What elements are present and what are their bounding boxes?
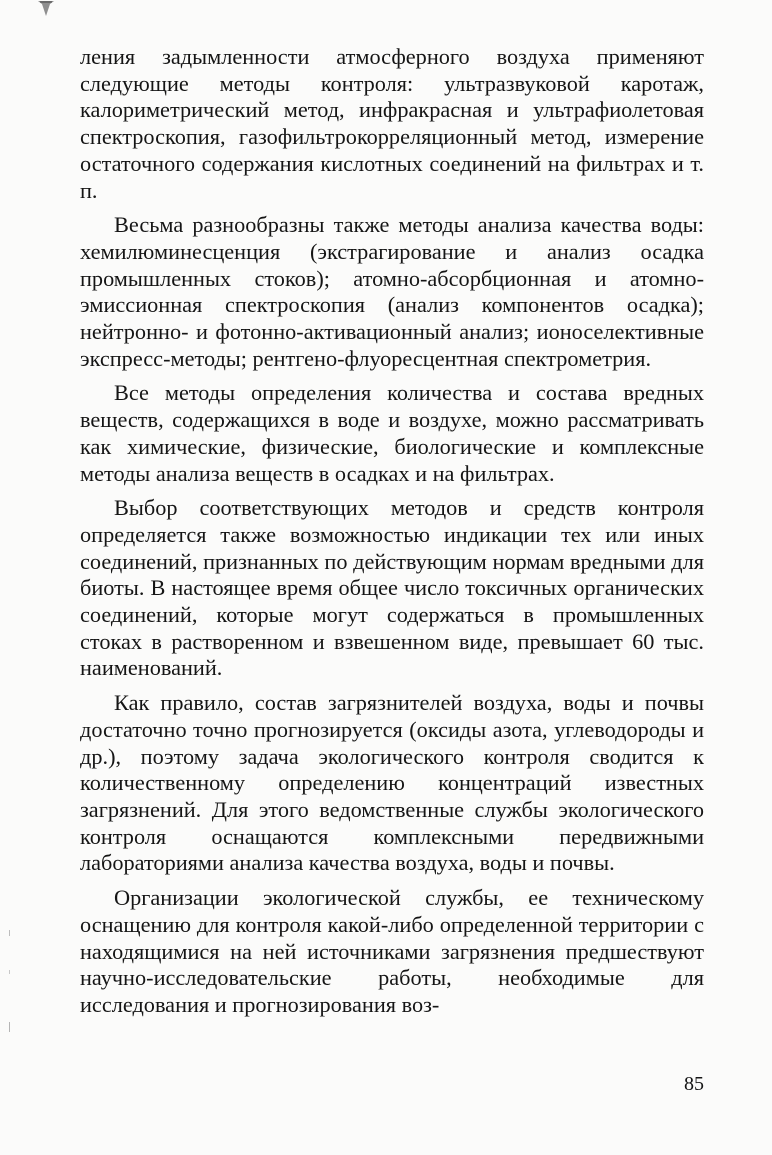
paragraph-3: Все методы определения количества и состава вредных веществ, содержащихся в воде и воздухе, можно рассматривать как химические, физические, биологические и комплексные методы анализа веществ в осадках и на фильтрах. [80,380,704,486]
scan-noise-icon [8,930,12,1050]
paragraph-5: Как правило, состав загрязнителей воздуха, воды и почвы достаточно точно прогнозируется (оксиды азота, углеводороды и др.), поэтому задача экологического контроля сводится к количественному определению концентраций известных загрязнений. Для этого ведомственные службы экологического контроля оснащаются комплексными передвижными лабораториями анализа качества воздуха, воды и почвы. [80,690,704,876]
paragraph-6: Организации экологической службы, ее техническому оснащению для контроля какой-либо определенной территории с находящимися на ней источниками загрязнения предшествуют научно-исследовательские работы, необходимые для исследования и прогнозирования воз- [80,885,704,1017]
body-text [80,44,704,1027]
paragraph-4: Выбор соответствующих методов и средств контроля определяется также возможностью индикации тех или иных соединений, признанных по действующим нормам вредными для биоты. В настоящее время общее число токсичных органических соединений, которые могут содержаться в промышленных стоках в растворенном и взвешенном виде, превышает 60 тыс. наименований. [80,495,704,681]
paragraph-2: Весьма разнообразны также методы анализа качества воды: хемилюминесценция (экстрагирование и анализ осадка промышленных стоков); атомно-абсорбционная и атомно-эмиссионная спектроскопия (анализ компонентов осадка); нейтронно- и фотонно-активационный анализ; ионоселективные экспресс-методы; рентгено-флуоресцентная спектрометрия. [80,212,704,371]
scan-artifact-icon [36,0,56,18]
page-number: 85 [684,1073,704,1095]
paragraph-1: ления задымленности атмосферного воздуха применяют следующие методы контроля: ультразвуковой каротаж, калориметрический метод, инфракрасная и ультрафиолетовая спектроскопия, газофильтрокорреляционный метод, измерение остаточного содержания кислотных соединений на фильтрах и т. п. [80,44,704,203]
